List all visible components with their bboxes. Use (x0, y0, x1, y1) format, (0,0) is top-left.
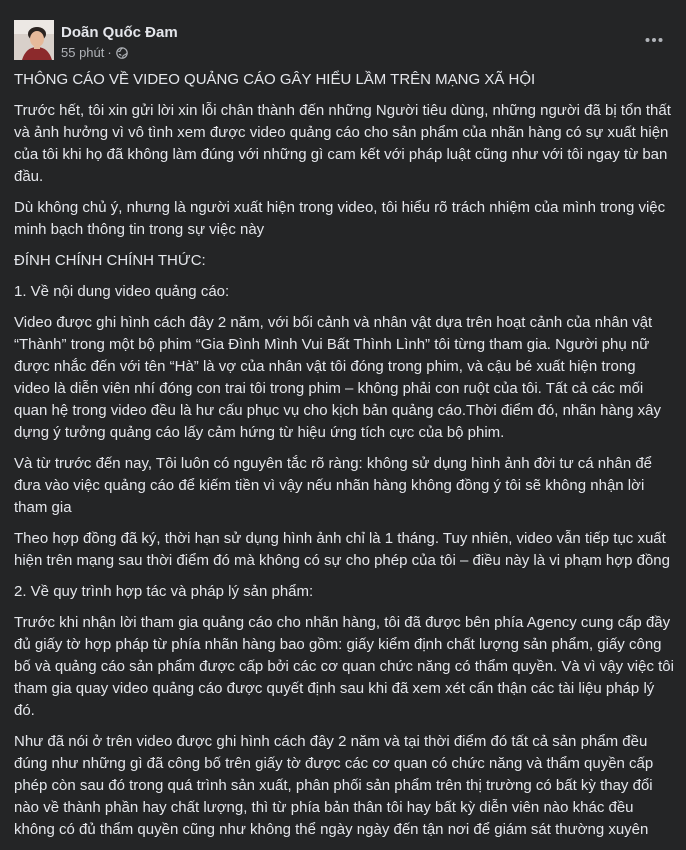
more-options-button[interactable] (636, 22, 672, 58)
post-paragraph: Theo hợp đồng đã ký, thời hạn sử dụng hình ảnh chỉ là 1 tháng. Tuy nhiên, video vẫn tiếp tục xuất hiện trên mạng sau thời điểm đó mà không có sự cho phép của tôi – điều này là vi phạm hợp đồng (14, 530, 670, 569)
post-section-heading: 1. Về nội dung video quảng cáo: (14, 283, 230, 300)
meta-separator: · (107, 45, 112, 60)
post-header (14, 18, 672, 62)
author-name[interactable]: Doãn Quốc Đam (61, 24, 178, 41)
more-horizontal-icon (645, 37, 663, 43)
post-paragraph: Dù không chủ ý, nhưng là người xuất hiện trong video, tôi hiểu rõ trách nhiệm của mình trong việc minh bạch thông tin trong sự việc này (14, 199, 666, 238)
globe-icon[interactable] (116, 47, 128, 59)
post-paragraph: Video được ghi hình cách đây 2 năm, với bối cảnh và nhân vật dựa trên hoạt cảnh của nhân vật “Thành” trong một bộ phim “Gia Đình Mình Vui Bất Thình Lình” tôi từng tham gia. Người phụ nữ được nhắc đến với tên “Hà” là vợ của nhân vật tôi đóng trong phim, và cậu bé xuất hiện trong video là diễn viên nhí đóng con trai tôi trong phim – không phải con ruột của tôi. Tất cả các mối quan hệ trong video đều là hư cấu phục vụ cho kịch bản quảng cáo.Thời điểm đó, nhãn hàng xây dựng ý tưởng quảng cáo lấy cảm hứng từ hiệu ứng tích cực của bộ phim. (14, 314, 661, 441)
post-meta (61, 45, 128, 60)
post-paragraph: Và từ trước đến nay, Tôi luôn có nguyên tắc rõ ràng: không sử dụng hình ảnh đời tư cá nhân để đưa vào việc quảng cáo để kiếm tiền vì vậy nếu nhãn hàng không đồng ý tôi sẽ không nhận lời tham gia (14, 455, 653, 516)
post-paragraph: Như đã nói ở trên video được ghi hình cách đây 2 năm và tại thời điểm đó tất cả sản phẩm đều đúng như những gì đã công bố trên giấy tờ được các cơ quan có chức năng và thẩm quyền cấp phép còn sau đó trong quá trình sản xuất, phân phối sản phẩm trên thị trường có bất kỳ thay đổi nào về thành phần hay chất lượng, thì từ phía bản thân tôi hay bất kỳ diễn viên nào khác đều không có đủ thẩm quyền cũng như không thể ngày ngày đến tận nơi để giám sát thường xuyên (14, 733, 654, 838)
post-paragraph: Trước khi nhận lời tham gia quảng cáo cho nhãn hàng, tôi đã được bên phía Agency cung cấp đầy đủ giấy tờ hợp pháp từ phía nhãn hàng bao gồm: giấy kiểm định chất lượng sản phẩm, giấy công bố và quảng cáo sản phẩm được cấp bởi các cơ quan chức năng có thẩm quyền. Và vì vậy việc tôi tham gia quay video quảng cáo được quyết định sau khi đã xem xét cẩn thận các tài liệu pháp lý đó. (14, 614, 674, 719)
post-section-heading: 2. Về quy trình hợp tác và pháp lý sản phẩm: (14, 583, 314, 600)
post-section-heading: ĐÍNH CHÍNH CHÍNH THỨC: (14, 252, 206, 269)
post-timestamp[interactable]: 55 phút (61, 45, 105, 60)
post-content (14, 69, 674, 850)
post-title: THÔNG CÁO VỀ VIDEO QUẢNG CÁO GÂY HIỂU LẦM TRÊN MẠNG XÃ HỘI (14, 71, 536, 88)
post-paragraph: Trước hết, tôi xin gửi lời xin lỗi chân thành đến những Người tiêu dùng, những người đã bị tổn thất và ảnh hưởng vì vô tình xem được video quảng cáo cho sản phẩm của nhãn hàng có sự xuất hiện của tôi khi họ đã không làm đúng với những gì cam kết với pháp luật cũng như với tôi ngay từ ban đầu. (14, 102, 671, 185)
avatar[interactable] (14, 20, 54, 60)
